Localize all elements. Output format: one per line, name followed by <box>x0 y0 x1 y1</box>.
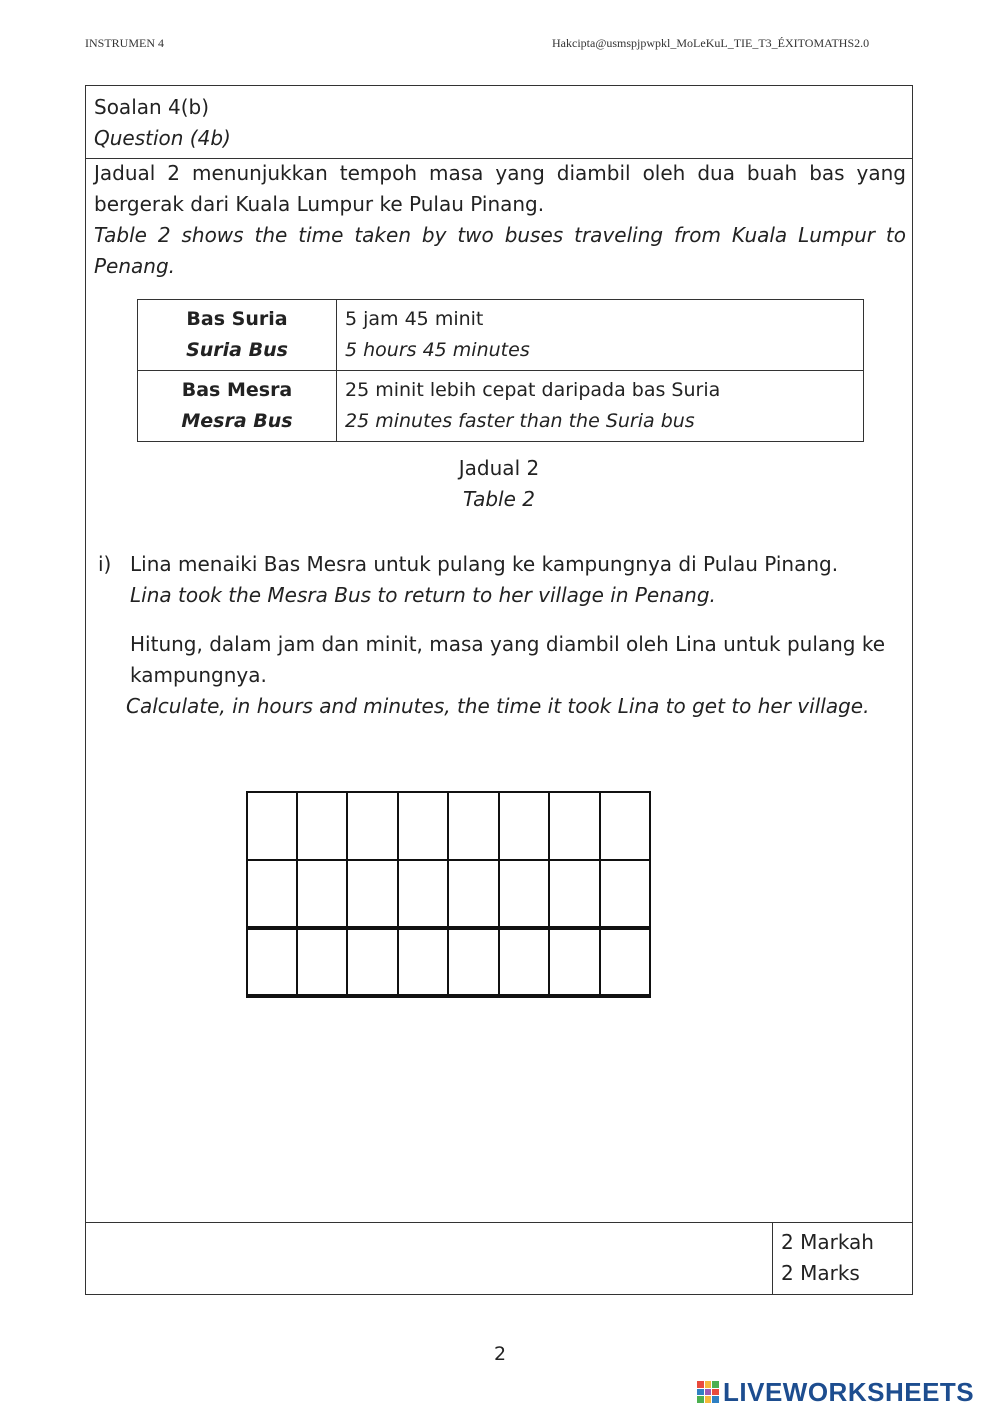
row-value-ms: 25 minit lebih cepat daripada bas Suria <box>345 379 721 401</box>
bus-table <box>137 299 864 442</box>
marks-en: 2 Marks <box>781 1261 860 1285</box>
part-i-instruction <box>126 629 911 722</box>
logo-text: LIVEWORKSHEETS <box>723 1376 975 1407</box>
part-i-context <box>130 549 910 611</box>
table-value-cell <box>337 300 864 371</box>
table-caption-ms: Jadual 2 <box>458 456 540 480</box>
question-title-en: Question (4b) <box>94 126 231 150</box>
question-intro <box>94 158 906 282</box>
marks-cell <box>772 1223 913 1295</box>
question-box <box>85 85 913 1295</box>
row-label-en: Suria Bus <box>186 339 288 361</box>
row-value-en: 5 hours 45 minutes <box>345 339 530 361</box>
part-marker: i) <box>98 552 112 576</box>
instruction-en: Calculate, in hours and minutes, the time it took Lina to get to her village. <box>126 694 870 718</box>
table-label-cell <box>138 371 337 442</box>
marks-row <box>86 1222 912 1295</box>
part-i-text-ms: Lina menaiki Bas Mesra untuk pulang ke kampungnya di Pulau Pinang. <box>130 552 839 576</box>
question-title-row <box>86 86 912 159</box>
logo-icon <box>697 1381 719 1403</box>
table-row <box>138 371 864 442</box>
instruction-ms: Hitung, dalam jam dan minit, masa yang diambil oleh Lina untuk pulang ke kampungnya. <box>130 632 886 687</box>
question-title-ms: Soalan 4(b) <box>94 95 210 119</box>
part-i-text-en: Lina took the Mesra Bus to return to her village in Penang. <box>130 583 716 607</box>
table-value-cell <box>337 371 864 442</box>
table-row <box>138 300 864 371</box>
page-number: 2 <box>493 1343 507 1365</box>
marks-ms: 2 Markah <box>781 1230 874 1254</box>
liveworksheets-logo <box>697 1376 975 1407</box>
row-value-en: 25 minutes faster than the Suria bus <box>345 410 695 432</box>
intro-en: Table 2 shows the time taken by two buses traveling from Kuala Lumpur to Penang. <box>94 223 906 278</box>
row-label-ms: Bas Mesra <box>181 379 293 401</box>
table-caption-en: Table 2 <box>462 487 535 511</box>
row-label-en: Mesra Bus <box>181 410 293 432</box>
answer-grid[interactable] <box>246 791 651 998</box>
intro-ms: Jadual 2 menunjukkan tempoh masa yang diambil oleh dua buah bas yang bergerak dari Kuala Lumpur ke Pulau Pinang. <box>94 161 906 216</box>
header-left: INSTRUMEN 4 <box>85 36 165 50</box>
row-label-ms: Bas Suria <box>186 308 288 330</box>
table-label-cell <box>138 300 337 371</box>
header-right: Hakcipta@usmspjpwpkl_MoLeKuL_TIE_T3_ÉXITOMATHS2.0 <box>552 36 870 50</box>
row-value-ms: 5 jam 45 minit <box>345 308 484 330</box>
